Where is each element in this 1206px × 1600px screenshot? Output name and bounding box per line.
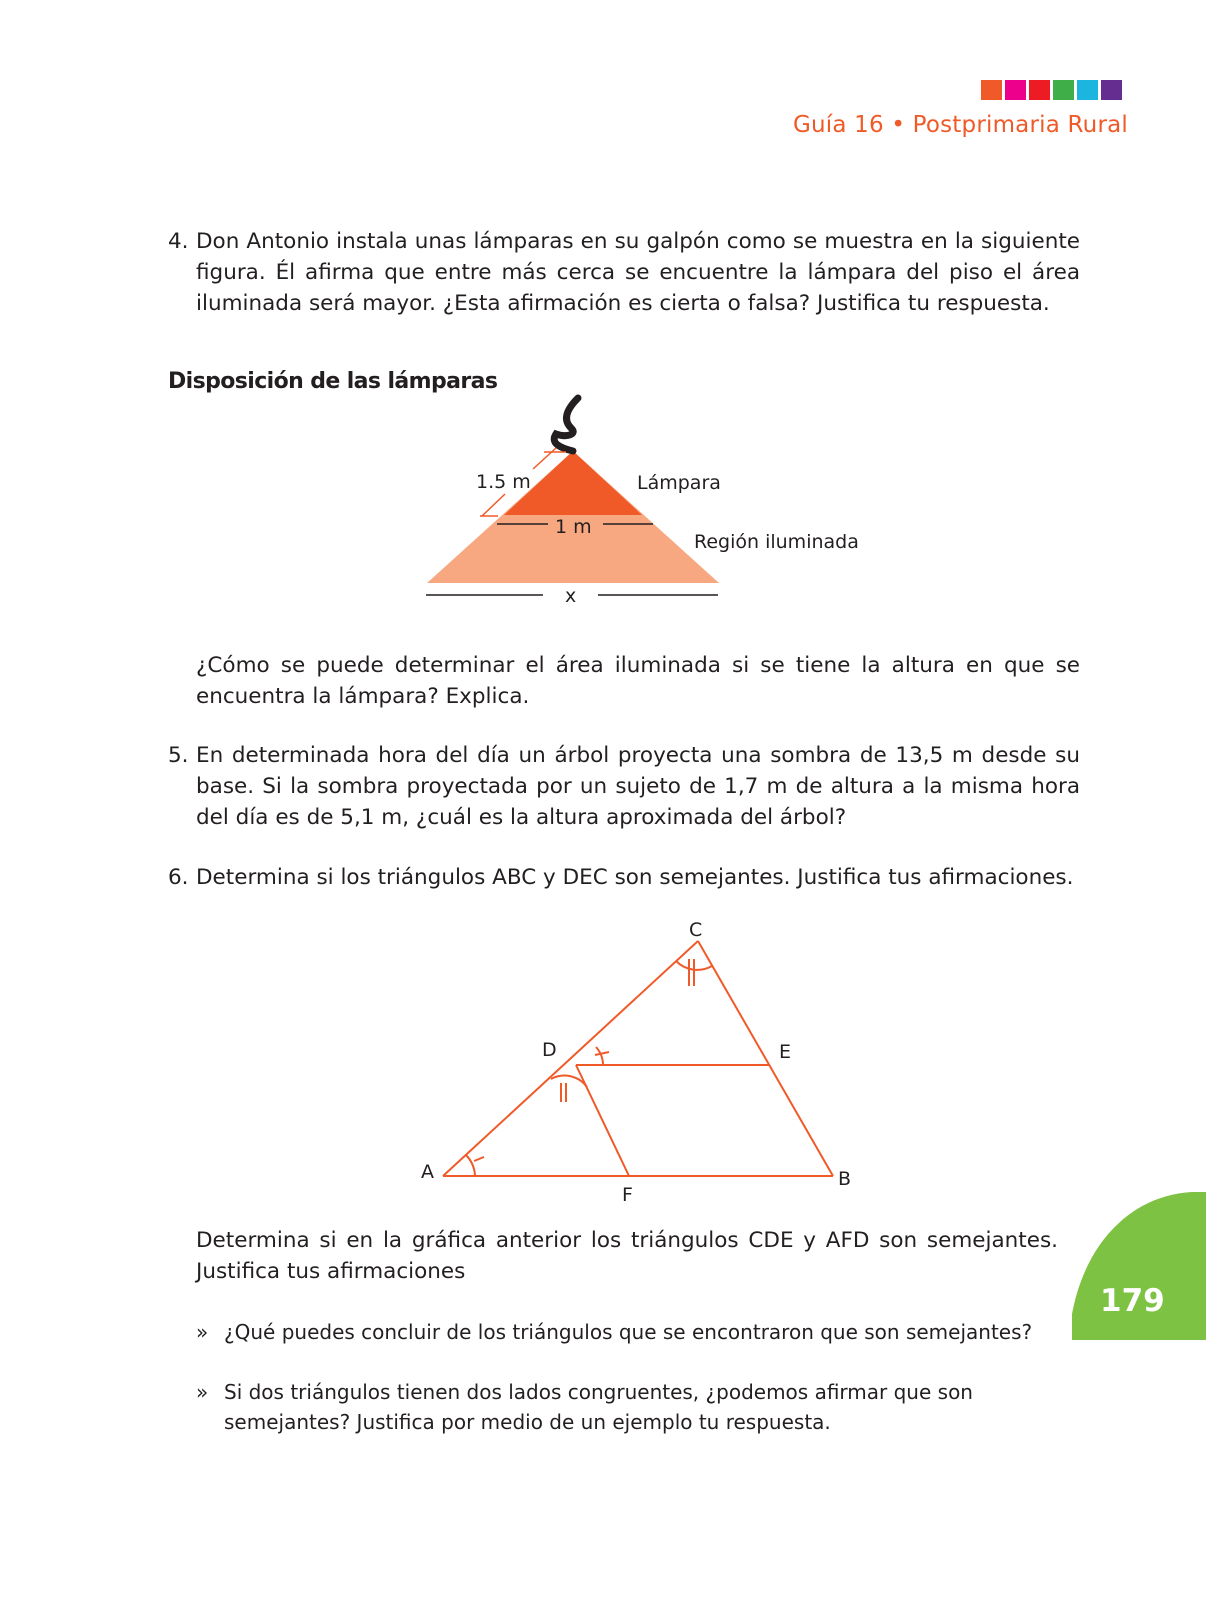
vertex-label-D: D [542, 1039, 557, 1061]
bullet-item [196, 1377, 1080, 1437]
vertex-label-E: E [779, 1041, 792, 1063]
question-4-followup: ¿Cómo se puede determinar el área iluminada si se tiene la altura en que se encuentra la lámpara? Explica. [196, 653, 1080, 709]
label-base: x [565, 585, 577, 607]
label-side: 1.5 m [476, 471, 531, 493]
angle-tick-D [595, 1052, 609, 1055]
question-text: Determina si los triángulos ABC y DEC son semejantes. Justifica tus afirmaciones. [196, 865, 1074, 890]
question-number: 4. [168, 229, 189, 254]
question-text: Don Antonio instala unas lámparas en su galpón como se muestra en la siguiente figura. Él afirma que entre más cerca se encuentre la lámpara del piso el área iluminada será mayor. ¿Esta afirmación es cierta o falsa? Justifica tu respuesta. [196, 229, 1080, 316]
vertex-label-A: A [421, 1161, 434, 1183]
color-swatch-orange [981, 80, 1002, 100]
bullet-text: ¿Qué puedes concluir de los triángulos que se encontraron que son semejantes? [224, 1320, 1033, 1344]
vertex-label-F: F [622, 1184, 633, 1206]
question-4 [168, 226, 1080, 319]
bullet-mark: » [196, 1320, 209, 1344]
angle-mark-D [596, 1047, 603, 1065]
segment-BC [698, 941, 833, 1176]
page-number: 179 [1100, 1283, 1165, 1319]
color-swatch-red [1029, 80, 1050, 100]
label-lamp: Lámpara [637, 472, 721, 494]
segment-AC [443, 941, 698, 1176]
dimension-line-side [482, 494, 505, 516]
color-swatch-purple [1101, 80, 1122, 100]
segment-DF [576, 1065, 629, 1176]
bullet-mark: » [196, 1380, 209, 1404]
bullet-text: Si dos triángulos tienen dos lados congruentes, ¿podemos afirmar que son semejantes? Justifica por medio de un ejemplo tu respuesta. [224, 1380, 973, 1434]
label-width: 1 m [555, 516, 592, 538]
dimension-line-side [533, 448, 556, 469]
triangle-figure [0, 910, 1206, 1210]
question-6 [168, 862, 1080, 893]
vertex-label-B: B [838, 1168, 852, 1190]
question-number: 6. [168, 865, 189, 890]
color-swatch-cyan [1077, 80, 1098, 100]
bullet-item [196, 1317, 1080, 1347]
color-swatch-green [1053, 80, 1074, 100]
question-5 [168, 740, 1080, 833]
angle-mark-A [466, 1155, 475, 1176]
lamp-figure [0, 380, 1206, 620]
angle-tick-A [474, 1157, 484, 1161]
question-text: En determinada hora del día un árbol proyecta una sombra de 13,5 m desde su base. Si la sombra proyectada por un sujeto de 1,7 m de altura a la misma hora del día es de 5,1 m, ¿cuál es la altura aproximada del árbol? [196, 743, 1080, 830]
label-region: Región iluminada [694, 531, 859, 553]
vertex-label-C: C [689, 919, 703, 941]
question-6-followup: Determina si en la gráfica anterior los triángulos CDE y AFD son semejantes. Justifica tus afirmaciones [196, 1228, 1058, 1284]
lamp-cord-icon [554, 398, 578, 451]
question-number: 5. [168, 743, 189, 768]
color-swatch-magenta [1005, 80, 1026, 100]
figure-title: Disposición de las lámparas [168, 369, 498, 394]
color-strip [981, 80, 1122, 100]
guide-header: Guía 16 • Postprimaria Rural [792, 112, 1128, 138]
